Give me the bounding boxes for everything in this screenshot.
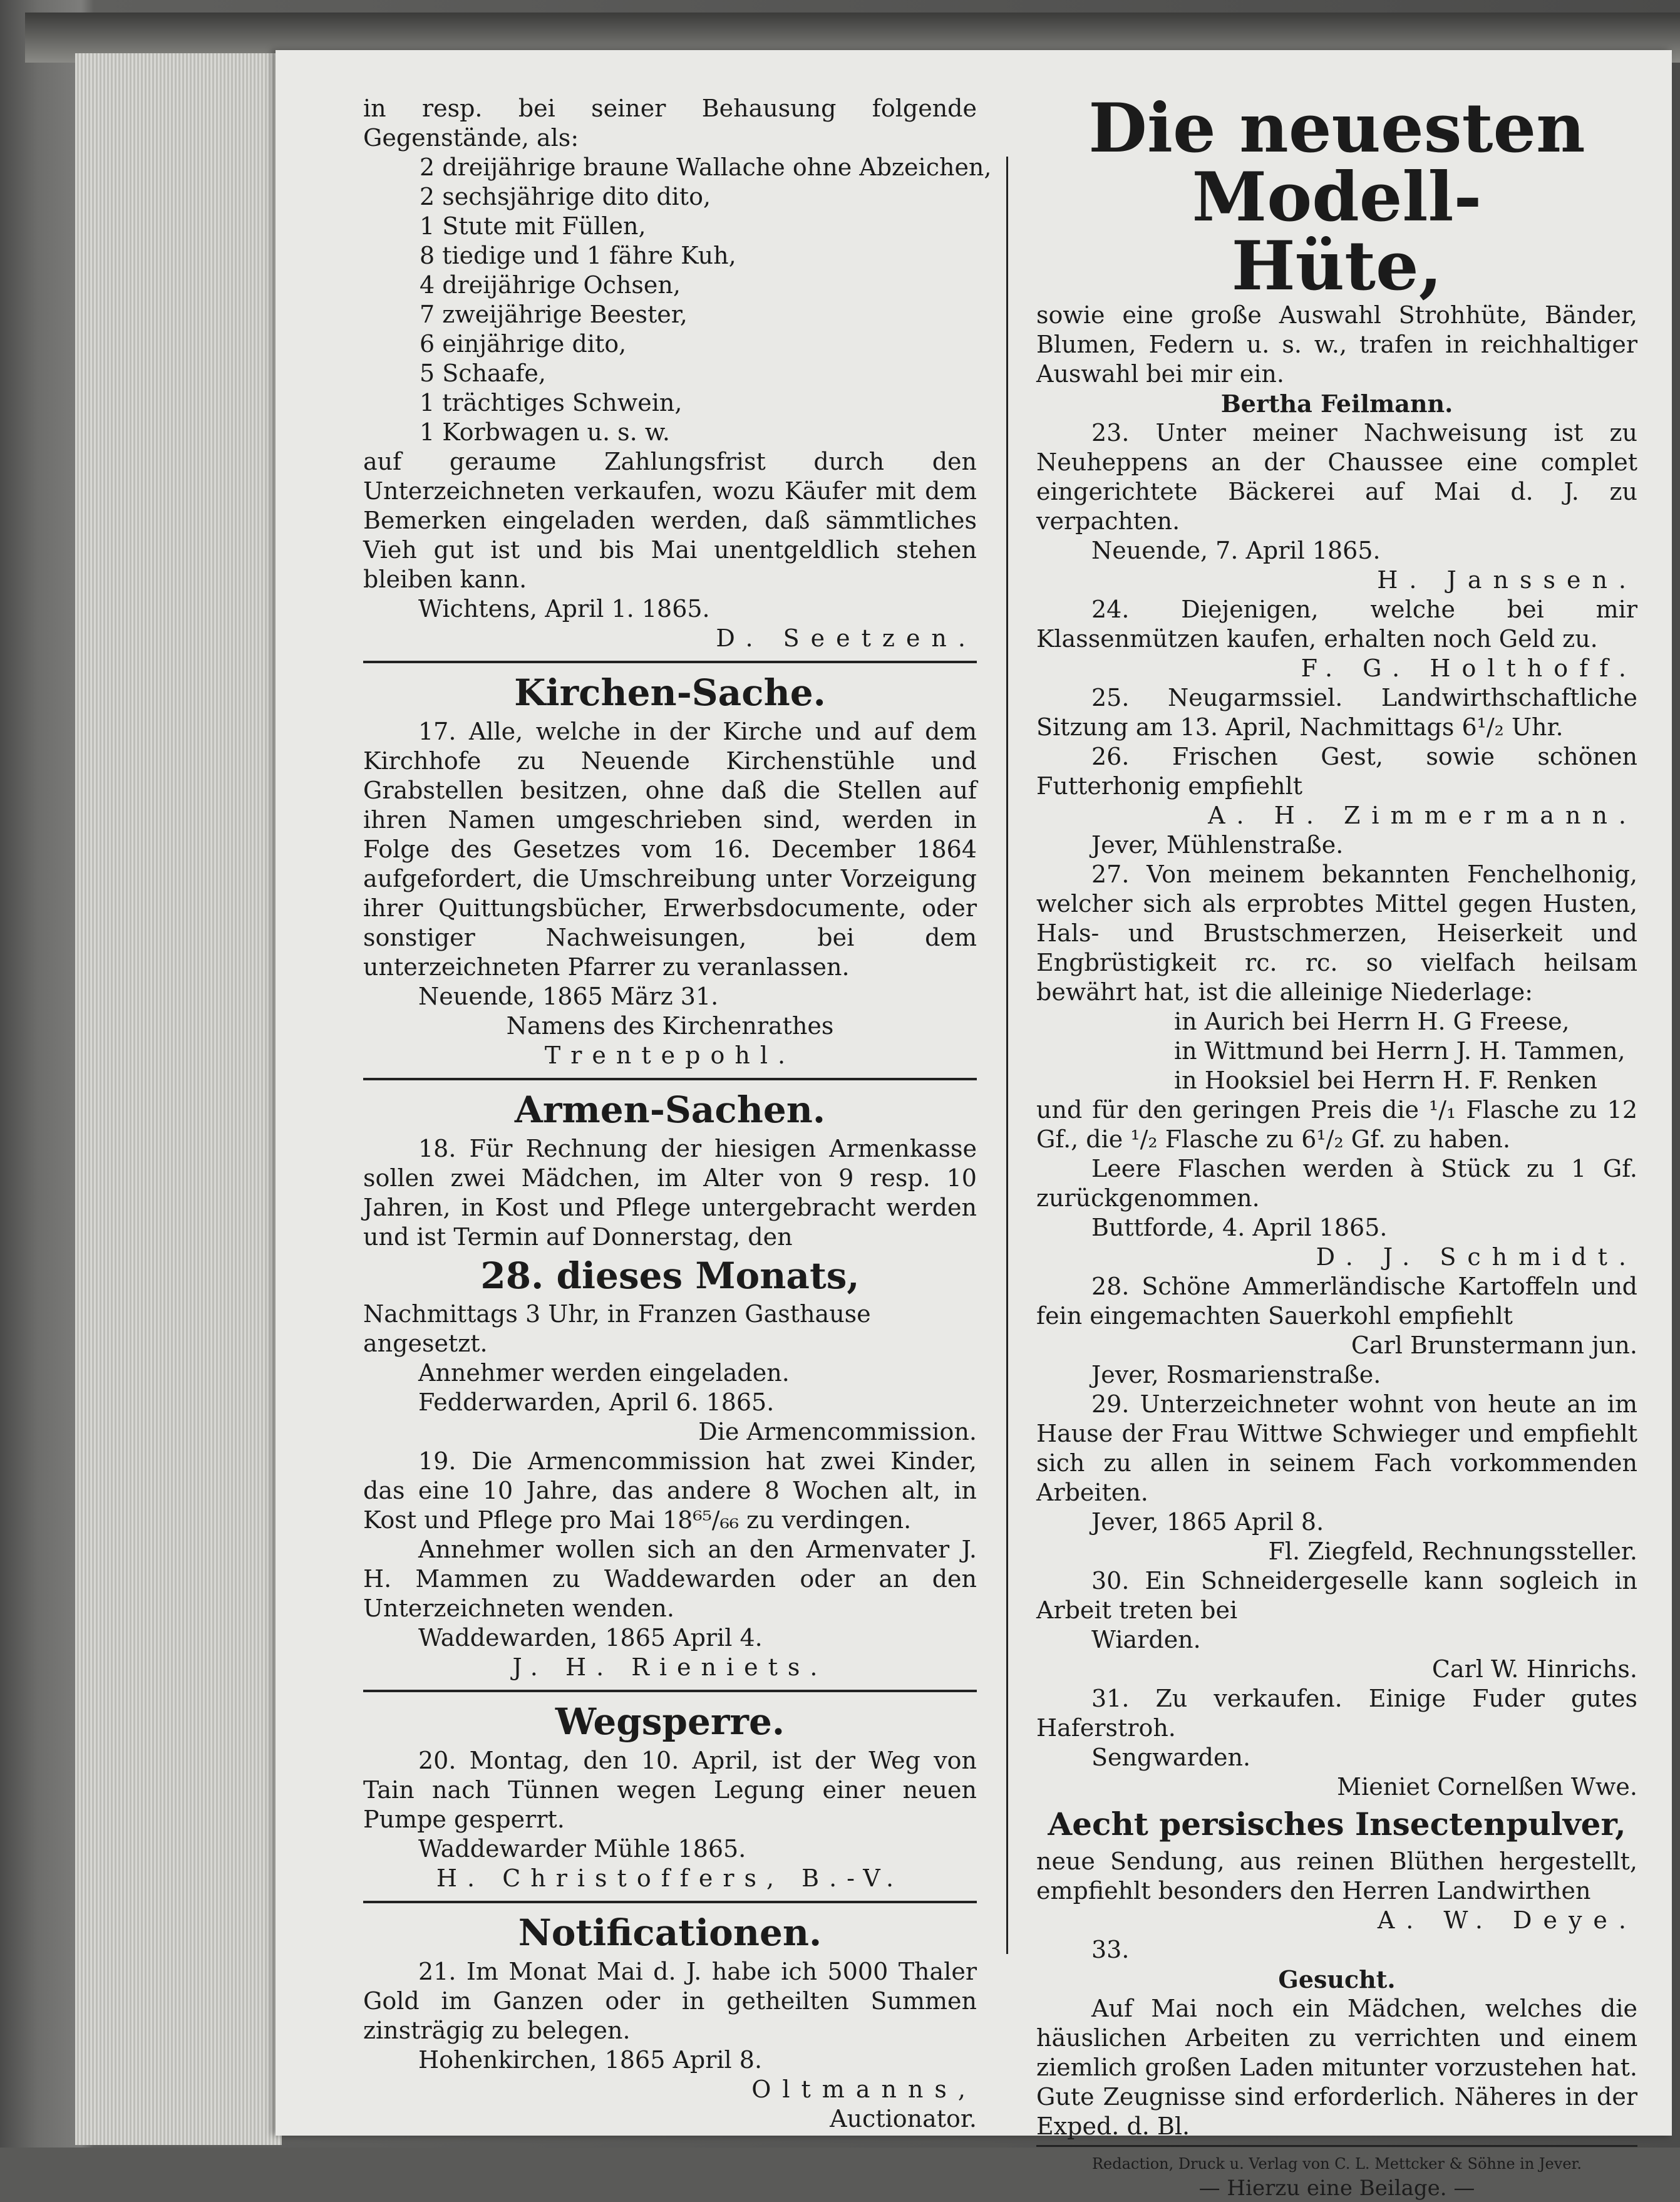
column-divider: [1006, 157, 1008, 1954]
section-title-kirchen: Kirchen-Sache.: [514, 671, 826, 714]
notice-27-bottles: Leere Flaschen werden à Stück zu 1 Gf. zurückgenommen.: [1036, 1155, 1637, 1212]
sale-signature: D. Seetzen.: [716, 624, 977, 652]
notice-28-place: Jever, Rosmarienstraße.: [1091, 1361, 1381, 1388]
notice-19-sig: J. H. Rieniets.: [512, 1653, 828, 1681]
notice-30: 30. Ein Schneidergeselle kann sogleich in Arbeit treten bei: [1036, 1567, 1637, 1624]
list-item: 6 einjährige dito,: [420, 330, 627, 358]
footer-rule: [1036, 2145, 1637, 2147]
notice-31-sig: Mieniet Cornelßen Wwe.: [1337, 1773, 1637, 1801]
notice-27: 27. Von meinem bekannten Fenchelhonig, welcher sich als erprobtes Mittel gegen Husten, Hals- und Brustschmerzen, Heiserkeit und Engbrüstigkeit rc. rc. so vielfach heilsam bewährt hat, ist die alleinige Niederlage:: [1036, 861, 1637, 1006]
notice-31: 31. Zu verkaufen. Einige Fuder gutes Haferstroh.: [1036, 1685, 1637, 1742]
insect-powder-sig: A. W. Deye.: [1377, 1906, 1637, 1934]
notice-21-sig2: Auctionator.: [830, 2105, 977, 2132]
sale-body: auf geraume Zahlungsfrist durch den Unterzeichneten verkaufen, wozu Käufer mit dem Bemerken eingeladen werden, daß sämmtliches Vieh gut ist und bis Mai unentgeldlich stehen bleiben kann.: [363, 448, 977, 593]
list-item: 2 dreijährige braune Wallache ohne Abzeichen,: [420, 153, 992, 181]
hats-signature: Bertha Feilmann.: [1220, 390, 1453, 418]
section-rule: [363, 661, 977, 663]
notice-30-place: Wiarden.: [1091, 1626, 1201, 1653]
notice-19-b: Annehmer wollen sich an den Armenvater J. H. Mammen zu Waddewarden oder an den Unterzeichneten wenden.: [363, 1536, 977, 1622]
notice-20: 20. Montag, den 10. April, ist der Weg von Tain nach Tünnen wegen Legung einer neuen Pumpe gesperrt.: [363, 1747, 977, 1833]
notice-26: 26. Frischen Gest, sowie schönen Futterhonig empfiehlt: [1036, 743, 1637, 800]
sale-place-date: Wichtens, April 1. 1865.: [418, 595, 710, 623]
page-stack-edge: [75, 53, 282, 2145]
section-rule: [363, 1690, 977, 1692]
section-rule: [363, 1901, 977, 1903]
hats-text: sowie eine große Auswahl Strohhüte, Bänder, Blumen, Federn u. s. w., trafen in reichhaltiger Auswahl bei mir ein.: [1036, 301, 1637, 388]
headline-hats-line1: Die neuesten Modell-: [1088, 89, 1585, 237]
sale-list: [363, 153, 992, 447]
notice-26-sig: A. H. Zimmermann.: [1208, 802, 1637, 829]
notice-19: 19. Die Armencommission hat zwei Kinder, das eine 10 Jahre, das andere 8 Wochen alt, in Kost und Pflege pro Mai 18⁶⁵/₆₆ zu verdingen.: [363, 1447, 977, 1534]
notice-30-sig: Carl W. Hinrichs.: [1431, 1655, 1637, 1683]
section-title-weg: Wegsperre.: [555, 1700, 785, 1743]
list-item: 1 Korbwagen u. s. w.: [420, 418, 670, 446]
notice-29-sig: Fl. Ziegfeld, Rechnungssteller.: [1268, 1538, 1637, 1565]
depot-item: in Hooksiel bei Herrn H. F. Renken: [1174, 1067, 1598, 1094]
notice-17: 17. Alle, welche in der Kirche und auf dem Kirchhofe zu Neuende Kirchenstühle und Grabstellen besitzen, ohne daß die Stellen auf ihren Namen umgeschrieben sind, werden in Folge des Gesetzes vom 16. December 1864 aufgefordert, die Umschreibung unter Vorzeigung ihrer Quittungsbücher, Erwerbsdocumente, oder sonstiger Nachweisungen, bei dem unterzeichneten Pfarrer zu veranlassen.: [363, 718, 977, 981]
list-item: 8 tiedige und 1 fähre Kuh,: [420, 242, 736, 269]
notice-27-price: und für den geringen Preis die ¹/₁ Flasche zu 12 Gf., die ¹/₂ Flasche zu 6¹/₂ Gf. zu haben.: [1036, 1096, 1637, 1153]
notice-18-time: Nachmittags 3 Uhr, in Franzen Gasthause angesetzt.: [363, 1300, 871, 1357]
list-item: 5 Schaafe,: [420, 359, 546, 387]
supplement-note: — Hierzu eine Beilage. —: [1198, 2176, 1475, 2201]
notice-20-sig: H. Christoffers, B.-V.: [436, 1864, 904, 1892]
list-item: 1 trächtiges Schwein,: [420, 389, 683, 416]
notice-17-sig-line1: Namens des Kirchenrathes: [506, 1012, 834, 1040]
notice-27-sig: D. J. Schmidt.: [1316, 1243, 1637, 1271]
notice-20-place: Waddewarder Mühle 1865.: [418, 1835, 746, 1863]
left-column: [363, 94, 992, 2134]
notice-27-place: Buttforde, 4. April 1865.: [1091, 1214, 1388, 1241]
notice-23-sig: H. Janssen.: [1377, 566, 1637, 594]
gesucht-title: Gesucht.: [1278, 1965, 1396, 1993]
list-item: 4 dreijährige Ochsen,: [420, 271, 681, 299]
section-title-armen: Armen-Sachen.: [514, 1088, 826, 1131]
gesucht-text: Auf Mai noch ein Mädchen, welches die häuslichen Arbeiten zu verrichten und einem ziemlich großen Laden mitunter vorzustehen hat. Gute Zeugnisse sind erforderlich. Näheres in der Exped. d. Bl.: [1036, 1995, 1637, 2140]
depot-item: in Wittmund bei Herrn J. H. Tammen,: [1174, 1037, 1626, 1065]
notice-29-place: Jever, 1865 April 8.: [1091, 1508, 1324, 1536]
notice-21-place: Hohenkirchen, 1865 April 8.: [418, 2046, 763, 2074]
notice-24-sig: F. G. Holthoff.: [1301, 654, 1637, 682]
notice-23: 23. Unter meiner Nachweisung ist zu Neuheppens an der Chaussee eine complet eingerichtete Bäckerei auf Mai d. J. zu verpachten.: [1036, 419, 1637, 535]
notice-21: 21. Im Monat Mai d. J. habe ich 5000 Thaler Gold im Ganzen oder in getheilten Summen zinsträgig zu belegen.: [363, 1958, 977, 2044]
notice-18-sig: Die Armencommission.: [698, 1418, 977, 1445]
notice-25: 25. Neugarmssiel. Landwirthschaftliche Sitzung am 13. April, Nachmittags 6¹/₂ Uhr.: [1036, 684, 1637, 741]
imprint: Redaction, Druck u. Verlag von C. L. Mettcker & Söhne in Jever.: [1091, 2155, 1582, 2173]
notice-28-sig: Carl Brunstermann jun.: [1351, 1331, 1637, 1359]
list-item: 2 sechsjährige dito dito,: [420, 183, 711, 210]
notice-18: 18. Für Rechnung der hiesigen Armenkasse sollen zwei Mädchen, im Alter von 9 resp. 10 Jahren, in Kost und Pflege untergebracht werden und ist Termin auf Donnerstag, den: [363, 1135, 977, 1251]
notice-33-number: 33.: [1091, 1936, 1130, 1963]
section-title-notif: Notificationen.: [518, 1911, 822, 1954]
right-column: [1036, 89, 1637, 2202]
notice-31-place: Sengwarden.: [1091, 1744, 1251, 1771]
notice-28: 28. Schöne Ammerländische Kartoffeln und fein eingemachten Sauerkohl empfiehlt: [1036, 1273, 1637, 1330]
notice-26-place: Jever, Mühlenstraße.: [1091, 831, 1344, 859]
notice-18-place: Fedderwarden, April 6. 1865.: [418, 1388, 775, 1416]
notice-24: 24. Diejenigen, welche bei mir Klassenmützen kaufen, erhalten noch Geld zu.: [1036, 596, 1637, 653]
notice-21-sig1: Oltmanns,: [751, 2075, 977, 2103]
notice-18-date: 28. dieses Monats,: [480, 1254, 860, 1297]
notice-17-place: Neuende, 1865 März 31.: [418, 983, 719, 1010]
list-item: 7 zweijährige Beester,: [420, 301, 688, 328]
section-rule: [363, 1078, 977, 1080]
insect-powder-text: neue Sendung, aus reinen Blüthen hergestellt, empfiehlt besonders den Herren Landwirthen: [1036, 1848, 1637, 1905]
notice-23-place: Neuende, 7. April 1865.: [1091, 537, 1381, 564]
notice-17-sig-line2: Trentepohl.: [544, 1042, 796, 1069]
depot-item: in Aurich bei Herrn H. G Freese,: [1174, 1008, 1570, 1035]
notice-29: 29. Unterzeichneter wohnt von heute an im Hause der Frau Wittwe Schwieger und empfiehlt sich zu allen in seinem Fach vorkommenden Arbeiten.: [1036, 1390, 1637, 1506]
headline-hats-line2: Hüte,: [1231, 227, 1443, 306]
sale-intro: in resp. bei seiner Behausung folgende Gegenstände, als:: [363, 95, 977, 152]
notice-18-invite: Annehmer werden eingeladen.: [418, 1359, 790, 1387]
insect-powder-title: Aecht persisches Insectenpulver,: [1048, 1806, 1626, 1843]
notice-19-place: Waddewarden, 1865 April 4.: [418, 1624, 763, 1652]
list-item: 1 Stute mit Füllen,: [420, 212, 646, 240]
